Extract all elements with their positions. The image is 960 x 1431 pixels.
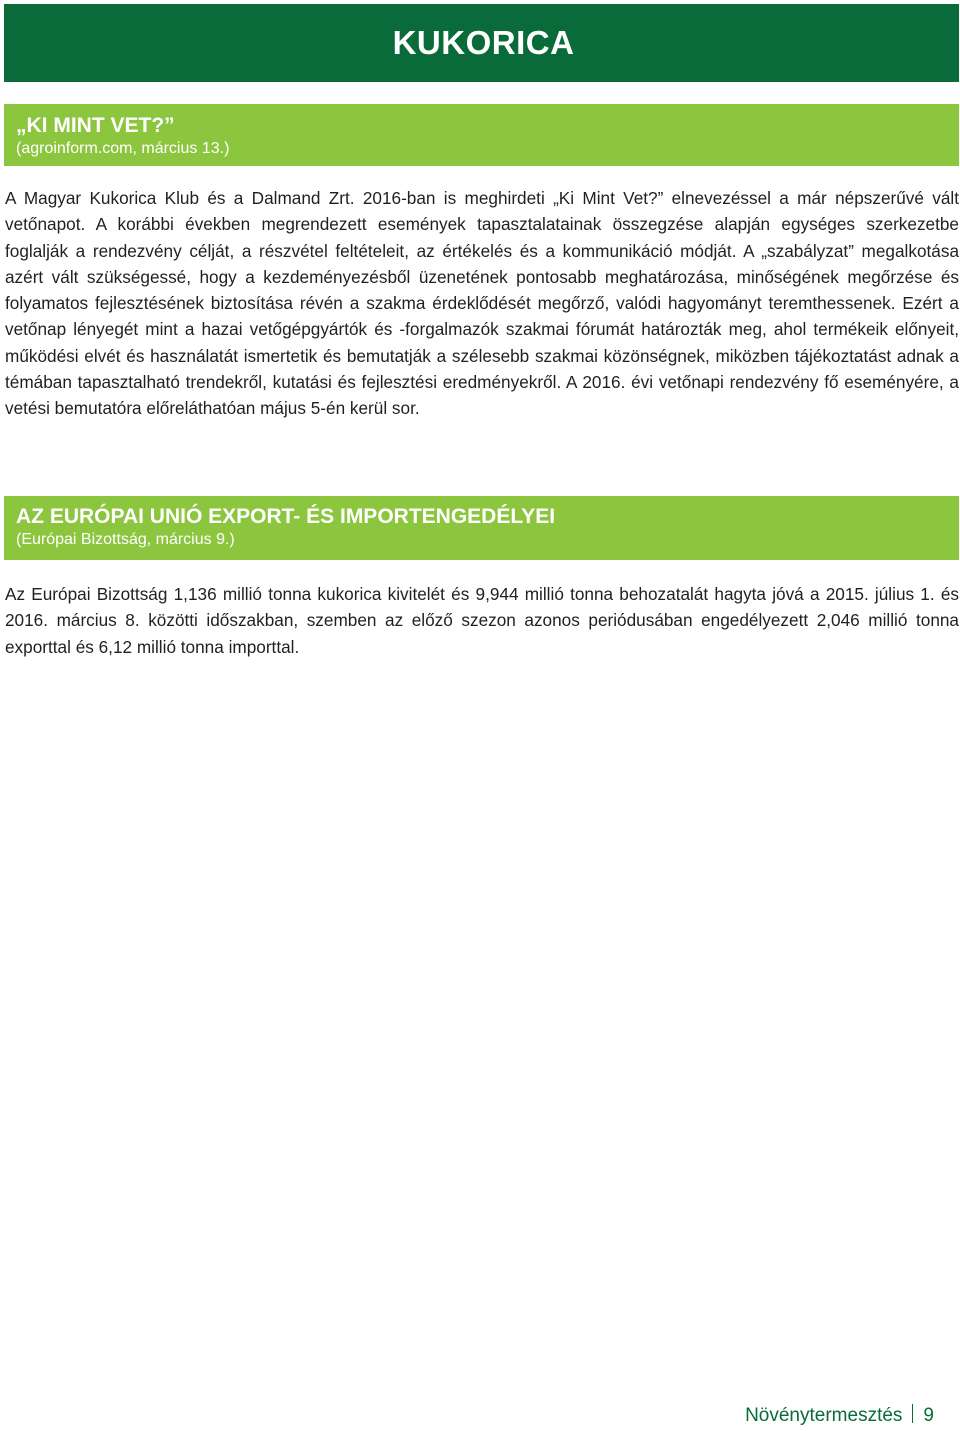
section-source: (Európai Bizottság, március 9.) <box>16 531 235 548</box>
section-header-ki-mint-vet <box>4 104 959 166</box>
page-title: KUKORICA <box>392 24 575 61</box>
page-number: 9 <box>923 1405 934 1426</box>
page-footer <box>745 1403 934 1429</box>
footer-section-name: Növénytermesztés <box>745 1405 903 1426</box>
footer-divider <box>912 1404 913 1423</box>
section-body-ki-mint-vet: A Magyar Kukorica Klub és a Dalmand Zrt. 2016-ban is meghirdeti „Ki Mint Vet?” elnevezéssel a már népszerűvé vált vetőnapot. A korábbi években megrendezett események tapasztalatainak összegzése alapján egységes szerkezetbe foglalják a rendezvény célját, a részvétel feltételeit, az értékelés és a kommunikáció módját. A „szabályzat” megalkotása azért vált szükségessé, hogy a kezdeményezésből üzenetének pontosabb meghatározása, minőségének megőrzése és folyamatos fejlesztésének biztosítása révén a szakma érdeklődését megőrző, valódi hagyományt teremthessenek. Ezért a vetőnap lényegét mint a hazai vetőgépgyártók és -forgalmazók szakmai fórumát határozták meg, ahol termékeik előnyeit, működési elvét és használatát ismertetik és bemutatják a szélesebb szakmai közönségnek, miközben tájékoztatást adnak a témában tapasztalható trendekről, kutatási és fejlesztési eredményekről. A 2016. évi vetőnapi rendezvény fő eseményére, a vetési bemutatóra előreláthatóan május 5-én kerül sor. <box>5 188 959 419</box>
section-title: „KI MINT VET?” <box>16 114 175 137</box>
section-source: (agroinform.com, március 13.) <box>16 140 230 157</box>
section-title: AZ EURÓPAI UNIÓ EXPORT- ÉS IMPORTENGEDÉLYEI <box>16 505 556 528</box>
section-body-eu-licences: Az Európai Bizottság 1,136 millió tonna kukorica kivitelét és 9,944 millió tonna behozatalát hagyta jóvá a 2015. július 1. és 2016. március 8. közötti időszakban, szemben az előző szezon azonos periódusában engedélyezett 2,046 millió tonna exporttal és 6,12 millió tonna importtal. <box>5 584 959 657</box>
page-header-banner <box>4 4 959 82</box>
section-header-eu-licences <box>4 496 959 560</box>
